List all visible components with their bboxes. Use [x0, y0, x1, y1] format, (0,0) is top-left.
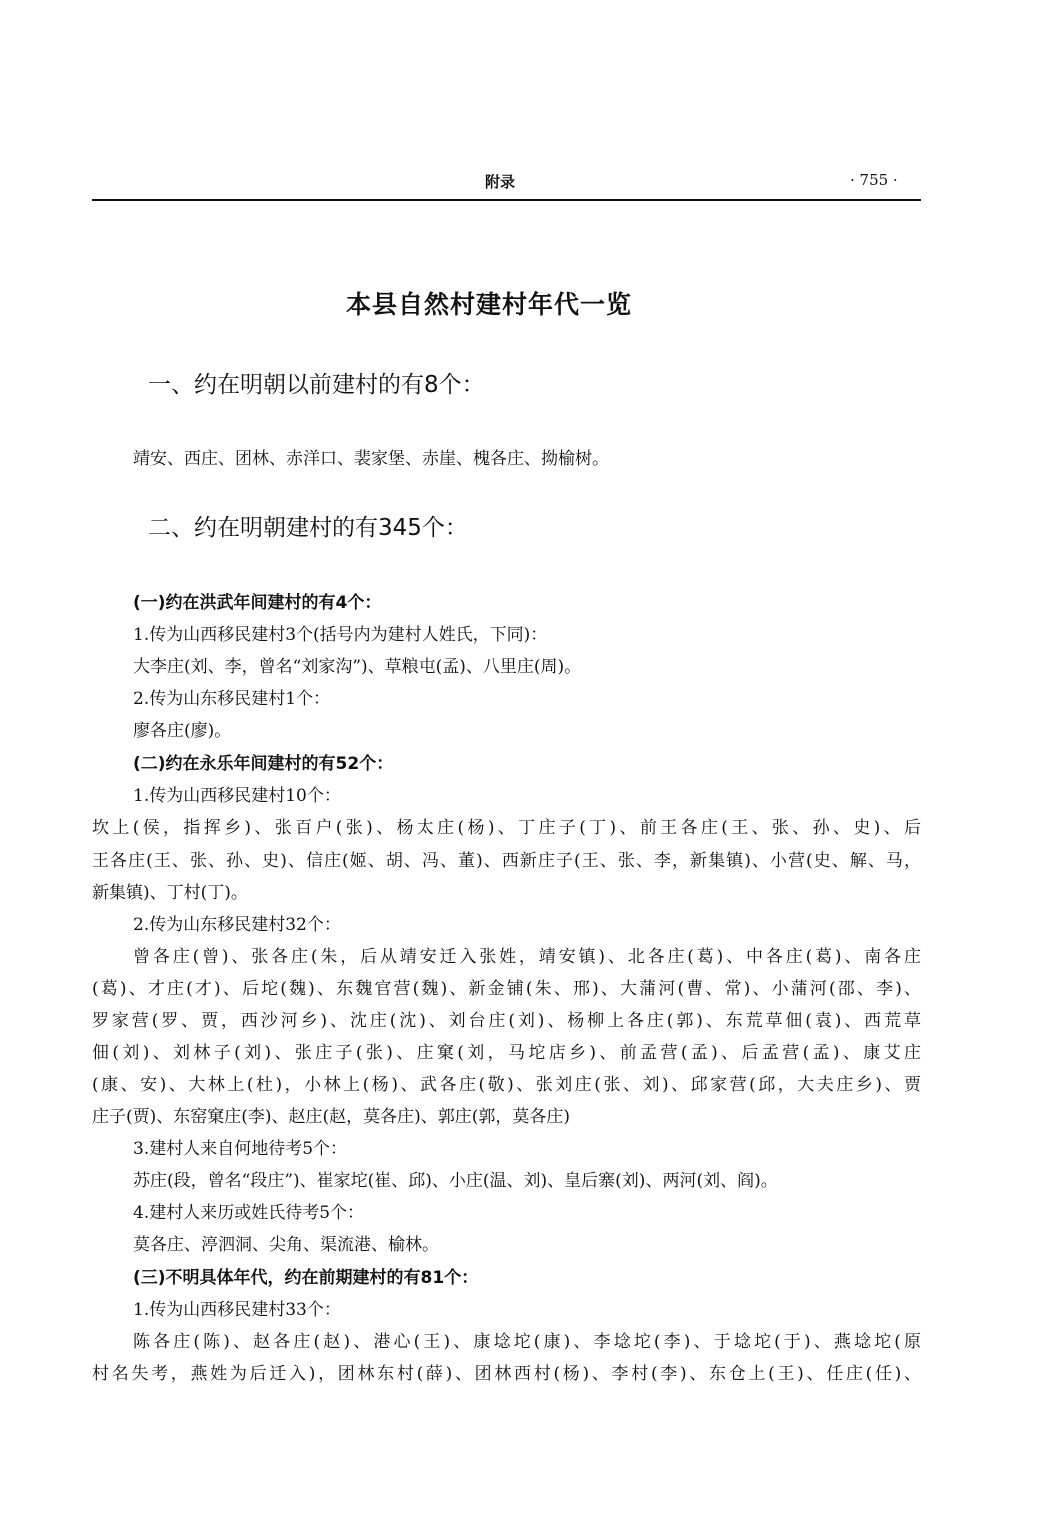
paragraph-line: (葛)、才庄(才)、后坨(魏)、东魏官营(魏)、新金铺(朱、邢)、大蒲河(曹、常)、小蒲河(邵、李)、 [92, 979, 921, 999]
paragraph-line: 陈各庄(陈)、赵各庄(赵)、港心(王)、康埝坨(康)、李埝坨(李)、于埝坨(于)、燕埝坨(原 [133, 1332, 922, 1352]
section-heading-pre-ming: 一、约在明朝以前建村的有8个： [148, 372, 485, 398]
item-heading: 1.传为山西移民建村33个： [133, 1300, 341, 1320]
item-heading: 3.建村人来自何地待考5个： [133, 1139, 348, 1159]
paragraph-line: 罗家营(罗、贾，西沙河乡)、沈庄(沈)、刘台庄(刘)、杨柳上各庄(郭)、东荒草佃(袁)、西荒草 [92, 1011, 921, 1031]
paragraph-line: 坎上(侯，指挥乡)、张百户(张)、杨太庄(杨)、丁庄子(丁)、前王各庄(王、张、孙、史)、后 [92, 818, 921, 838]
paragraph-line: 新集镇)、丁村(丁)。 [92, 883, 248, 903]
item-heading: 1.传为山西移民建村3个(括号内为建村人姓氏，下同)： [133, 625, 548, 645]
subsection-yongle: (二)约在永乐年间建村的有52个： [133, 754, 394, 774]
paragraph-line: 村名失考，燕姓为后迁入)，团林东村(薛)、团林西村(杨)、李村(李)、东仓上(王)、任庄(任)、 [92, 1364, 921, 1384]
item-heading: 2.传为山东移民建村1个： [133, 689, 331, 709]
paragraph-line: 曾各庄(曾)、张各庄(朱，后从靖安迁入张姓，靖安镇)、北各庄(葛)、中各庄(葛)、南各庄 [133, 947, 921, 967]
paragraph-line: 莫各庄、渟泗洞、尖角、渠流港、榆林。 [133, 1235, 439, 1255]
paragraph-line: 大李庄(刘、李，曾名“刘家沟”)、草粮屯(孟)、八里庄(周)。 [133, 657, 582, 677]
subsection-early-period: (三)不明具体年代，约在前期建村的有81个： [133, 1268, 479, 1288]
item-heading: 2.传为山东移民建村32个： [133, 915, 341, 935]
running-header-section: 附录 [485, 173, 516, 191]
section-heading-ming: 二、约在明朝建村的有345个： [148, 515, 468, 541]
paragraph-line: 苏庄(段，曾名“段庄”)、崔家坨(崔、邱)、小庄(温、刘)、皇后寨(刘)、两河(刘、阎)。 [133, 1171, 778, 1191]
paragraph-line: (康、安)、大林上(杜)，小林上(杨)、武各庄(敬)、张刘庄(张、刘)、邱家营(邱，大夫庄乡)、贾 [92, 1075, 921, 1095]
pre-ming-village-list: 靖安、西庄、团林、赤洋口、裴家堡、赤崖、槐各庄、拗榆树。 [133, 449, 609, 469]
subsection-hongwu: (一)约在洪武年间建村的有4个： [133, 593, 382, 613]
paragraph-line: 庄子(贾)、东窑窠庄(李)、赵庄(赵，莫各庄)、郭庄(郭，莫各庄) [92, 1107, 571, 1127]
paragraph-line: 佃(刘)、刘林子(刘)、张庄子(张)、庄窠(刘，马坨店乡)、前孟营(孟)、后孟营(孟)、康艾庄 [92, 1043, 921, 1063]
paragraph-line: 廖各庄(廖)。 [133, 721, 232, 741]
header-rule [92, 199, 921, 201]
paragraph-line: 王各庄(王、张、孙、史)、信庄(姬、胡、冯、董)、西新庄子(王、张、李，新集镇)、小营(史、解、马， [92, 851, 921, 871]
document-title: 本县自然村建村年代一览 [346, 290, 633, 319]
item-heading: 4.建村人来历或姓氏待考5个： [133, 1203, 365, 1223]
item-heading: 1.传为山西移民建村10个： [133, 786, 341, 806]
page-number: · 755 · [850, 171, 898, 189]
